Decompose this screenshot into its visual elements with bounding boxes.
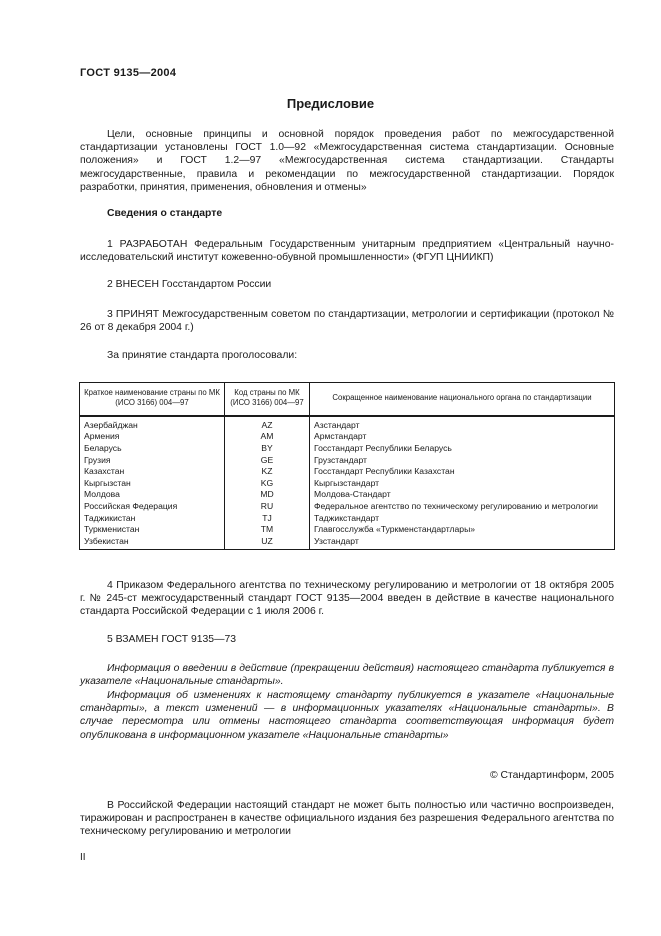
header-country: Краткое наименование страны по МК (ИСО 3166) 004—97 (80, 383, 225, 416)
country-cell: Беларусь (80, 443, 225, 455)
voting-countries-table (79, 382, 615, 550)
info-changes-text: Информация об изменениях к настоящему стандарту публикуется в указателе «Национальные стандарты», а текст изменений — в информационных указателях «Национальные стандарты». В случае пересмотра или отмены настоящего стандарта соответствующая информация будет опубликована в информационном указателе «Национальные стандарты» (80, 690, 614, 741)
table-row (80, 431, 615, 443)
code-cell: UZ (225, 536, 310, 550)
info-intro-text: Информация о введении в действие (прекращении действия) настоящего стандарта публикуется в указателе «Национальные стандарты». (80, 663, 614, 688)
item-enacted (80, 579, 614, 619)
document-code: ГОСТ 9135—2004 (80, 67, 177, 79)
table-row (80, 489, 615, 501)
country-cell: Казахстан (80, 466, 225, 478)
item-developed (80, 238, 614, 264)
country-cell: Российская Федерация (80, 501, 225, 513)
body-cell: Госстандарт Республики Казахстан (310, 466, 615, 478)
item-replaces-text: 5 ВЗАМЕН ГОСТ 9135—73 (107, 634, 237, 645)
body-cell: Азстандарт (310, 416, 615, 432)
item-adopted (80, 308, 614, 334)
code-cell: BY (225, 443, 310, 455)
body-cell: Кыргызстандарт (310, 478, 615, 490)
body-cell: Армстандарт (310, 431, 615, 443)
code-cell: GE (225, 455, 310, 467)
intro-paragraph (80, 128, 614, 194)
voted-text: За принятие стандарта проголосовали: (107, 350, 298, 361)
country-cell: Туркменистан (80, 524, 225, 536)
body-cell: Федеральное агентство по техническому регулированию и метрологии (310, 501, 615, 513)
code-cell: AZ (225, 416, 310, 432)
country-cell: Узбекистан (80, 536, 225, 550)
body-cell: Госстандарт Республики Беларусь (310, 443, 615, 455)
legal-notice-text: В Российской Федерации настоящий стандарт не может быть полностью или частично воспроизведен, тиражирован и распространен в качестве официального издания без разрешения Федерального агентства по техническому регулированию и метрологии (80, 800, 614, 838)
country-cell: Молдова (80, 489, 225, 501)
table-row (80, 466, 615, 478)
item-introduced-text: 2 ВНЕСЕН Госстандартом России (107, 279, 272, 290)
item-enacted-text: 4 Приказом Федерального агентства по техническому регулированию и метрологии от 18 октября 2005 г. № 245-ст межгосударственный стандарт ГОСТ 9135—2004 введен в действие в качестве национального стандарта Российской Федерации с 1 июля 2006 г. (80, 580, 614, 618)
legal-notice (80, 799, 614, 839)
header-code: Код страны по МК (ИСО 3166) 004—97 (225, 383, 310, 416)
table-row (80, 501, 615, 513)
code-cell: KG (225, 478, 310, 490)
copyright-notice: © Стандартинформ, 2005 (489, 770, 614, 781)
page-title: Предисловие (286, 96, 375, 111)
info-changes-paragraph (80, 689, 614, 742)
intro-text: Цели, основные принципы и основной порядок проведения работ по межгосударственной стандартизации установлены ГОСТ 1.0—92 «Межгосударственная система стандартизации. Основные положения» и ГОСТ 1.2—97 «Межгосударственная система стандартизации. Стандарты межгосударственные, правила и рекомендации по межгосударственной стандартизации. Порядок разработки, принятия, применения, обновления и отмены» (80, 129, 614, 193)
country-cell: Армения (80, 431, 225, 443)
country-cell: Кыргызстан (80, 478, 225, 490)
table-row (80, 524, 615, 536)
item-replaces (80, 633, 614, 646)
code-cell: MD (225, 489, 310, 501)
item-introduced (80, 278, 614, 291)
table-row (80, 478, 615, 490)
code-cell: RU (225, 501, 310, 513)
table-row (80, 416, 615, 432)
voted-line (80, 349, 614, 362)
info-intro-paragraph (80, 662, 614, 688)
item-adopted-text: 3 ПРИНЯТ Межгосударственным советом по стандартизации, метрологии и сертификации (протокол № 26 от 8 декабря 2004 г.) (80, 309, 614, 334)
table-row (80, 443, 615, 455)
country-cell: Таджикистан (80, 513, 225, 525)
table-row (80, 455, 615, 467)
body-cell: Грузстандарт (310, 455, 615, 467)
country-cell: Грузия (80, 455, 225, 467)
code-cell: AM (225, 431, 310, 443)
table-row (80, 536, 615, 550)
body-cell: Молдова-Стандарт (310, 489, 615, 501)
country-cell: Азербайджан (80, 416, 225, 432)
code-cell: KZ (225, 466, 310, 478)
table-row (80, 513, 615, 525)
body-cell: Узстандарт (310, 536, 615, 550)
code-cell: TM (225, 524, 310, 536)
code-cell: TJ (225, 513, 310, 525)
item-developed-text: 1 РАЗРАБОТАН Федеральным Государственным унитарным предприятием «Центральный научно-исследовательский институт кожевенно-обувной промышленности» (ФГУП ЦНИИКП) (80, 239, 614, 264)
body-cell: Таджикстандарт (310, 513, 615, 525)
table-header-row (80, 383, 615, 416)
about-heading: Сведения о стандарте (107, 208, 223, 219)
body-cell: Главгосслужба «Туркменстандартлары» (310, 524, 615, 536)
page-number: II (80, 852, 86, 863)
header-body: Сокращенное наименование национального органа по стандартизации (310, 383, 615, 416)
